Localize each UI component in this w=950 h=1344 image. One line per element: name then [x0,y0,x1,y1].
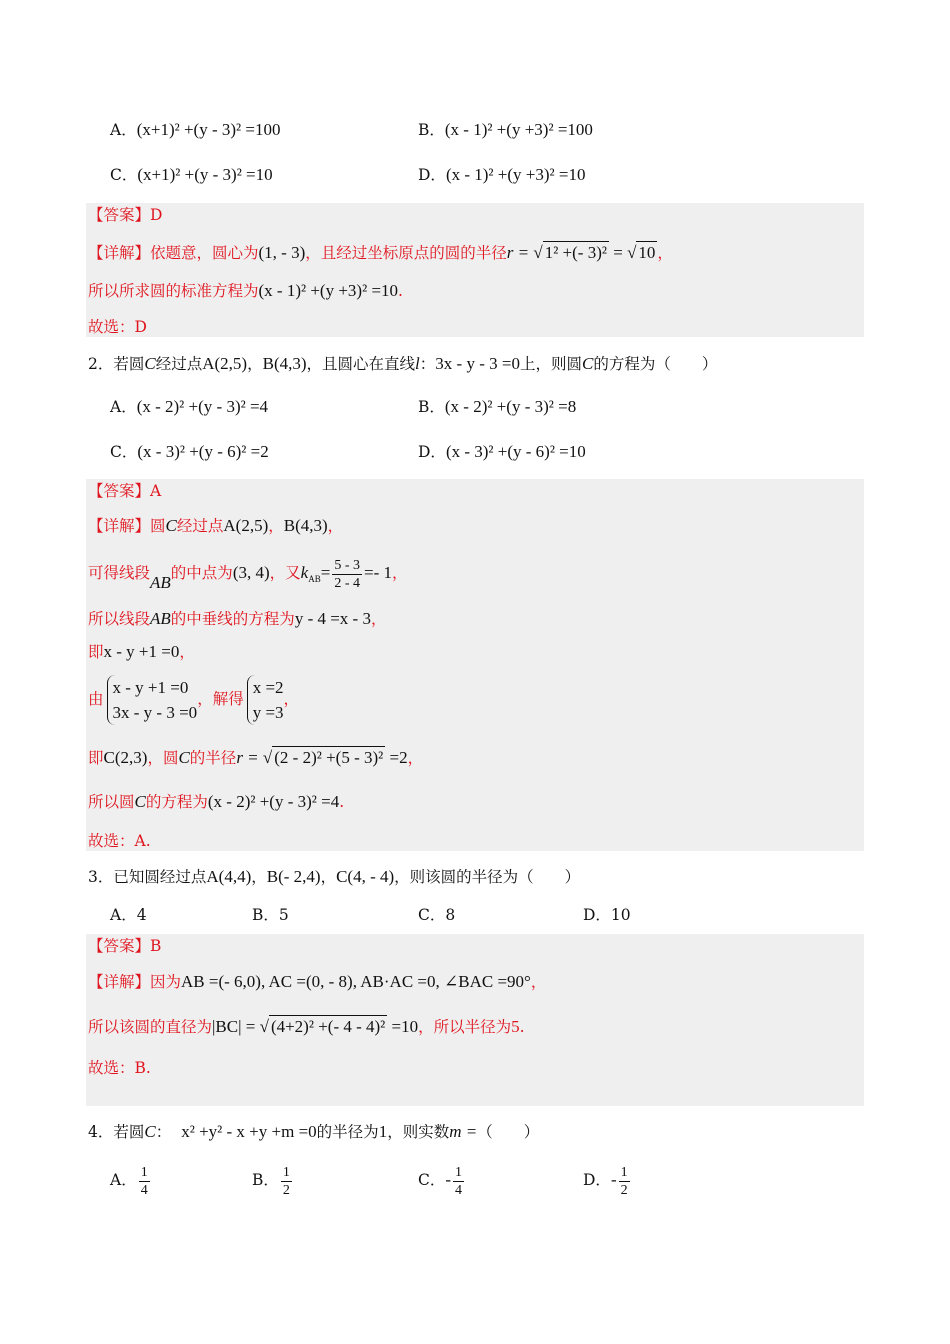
text: ，则该圆的半径为（ ） [394,868,581,886]
math: 5 [511,1017,520,1036]
option-label: B． [418,398,445,416]
q2-detail-line-5 [88,674,299,725]
q4-option-a[interactable] [110,1158,152,1202]
math: AB [150,609,171,628]
text: 所以所求圆的标准方程为 [88,282,259,300]
math: k [300,563,309,582]
text: ，则实数 [387,1123,450,1141]
q2-answer: 【答案】A [88,482,162,500]
q2-detail-line-4 [88,641,195,663]
denominator: 2 - 4 [334,575,360,591]
q2-detail-line-3 [88,608,387,630]
q1-option-c[interactable] [110,164,273,186]
math: = [613,243,623,262]
text: ，且经过坐标原点的圆的半径 [305,244,507,262]
math: C [134,792,146,811]
text: ， [391,564,408,582]
q2-detail-line-1 [88,515,343,537]
q1-detail-line-1: 【详解】依题意，圆心为(1, - 3)，且经过坐标原点的圆的半径r = √ 1² +(- 3)² = √ 10 ， [88,243,673,262]
text: 由 [88,690,104,708]
q2-option-a[interactable] [110,396,268,418]
math: (3, 4) [232,563,270,582]
option-label: D． [418,443,446,461]
text: ， [247,355,263,373]
sqrt-content: (4+2)² +(- 4 - 4)² [270,1017,386,1036]
option-label: B． [418,121,445,139]
text: 【详解】依题意，圆心为 [88,244,259,262]
math: 1 [378,1122,388,1141]
numerator: 5 - 3 [334,557,360,573]
q4-option-c[interactable] [418,1158,466,1202]
fraction [619,1164,630,1199]
text: ，且圆心在直线 [306,355,416,373]
text: 3．已知圆经过点 [88,868,207,886]
q2-conclusion: 故选：A. [88,832,151,850]
equation-system [107,675,198,725]
text: ， [407,749,424,767]
q3-conclusion: 故选：B. [88,1059,151,1077]
text: ，圆 [147,749,179,767]
equation: x - y +1 =0 [112,678,189,697]
option-math: (x - 1)² +(y +3)² =100 [444,120,593,139]
q1-option-d[interactable] [418,164,585,186]
math: y - 4 =x - 3 [294,609,371,628]
math: B(4,3) [283,516,328,535]
equation: 3x - y - 3 =0 [112,703,198,722]
q2-option-b[interactable] [418,396,576,418]
option-label: C． [418,1171,446,1189]
text: ， [179,643,195,661]
denominator: 2 [282,1182,290,1198]
text: ，所以半径为 [418,1018,512,1036]
solution-system [247,675,284,725]
option-math: (x+1)² +(y - 3)² =10 [137,165,273,184]
math: (x - 1)² +(y +3)² =10 [258,281,399,300]
q1-answer: 【答案】D [88,206,163,224]
math: C(2,3) [103,748,148,767]
text: ， [320,868,337,886]
math: l [415,354,420,373]
q3-option-c[interactable]: C．8 [418,906,456,924]
math: x - y +1 =0 [103,642,180,661]
text: 上，则圆 [519,355,582,373]
q3-detail-line-2: 所以该圆的直径为|BC| = √ (4+2)² +(- 4 - 4)² =10，所以半径为5. [88,1017,525,1036]
math: r = [506,243,530,262]
q3-detail-line-1 [88,971,546,993]
fraction [332,557,362,592]
option-label: A． [110,121,137,139]
math: = [320,563,331,582]
text: ： [155,1123,172,1141]
math: B(- 2,4) [266,867,321,886]
text: 经过点 [155,355,203,373]
text: 的方程为（ ） [593,355,718,373]
q4-option-b[interactable] [252,1158,294,1202]
text: 的中点为 [170,564,233,582]
option-label: A． [110,1171,137,1189]
option-label: C． [110,166,138,184]
sign: - [610,1170,617,1189]
text: ，又 [269,564,301,582]
option-label: C． [110,443,138,461]
q3-option-d[interactable]: D．10 [583,906,631,924]
text: ， [251,868,267,886]
text: 4．若圆 [88,1123,145,1141]
q4-stem [88,1121,539,1143]
denominator: 2 [620,1182,628,1198]
math: r = [236,748,259,767]
math: C(4, - 4) [336,867,395,886]
math: AB [308,574,321,585]
text: 的方程为 [145,793,208,811]
numerator: 1 [620,1164,628,1180]
q3-answer: 【答案】B [88,937,162,955]
text: 的中垂线的方程为 [170,610,295,628]
q2-option-d[interactable] [418,441,586,463]
text: ， [268,517,284,535]
equation: x =2 [252,678,284,697]
fraction [281,1164,292,1199]
text: 即 [88,749,104,767]
option-label: B． [252,1171,279,1189]
text: 经过点 [176,517,224,535]
q2-detail-line-6: 即C(2,3)，圆C的半径r = √ (2 - 2)² +(5 - 3)² =2， [88,748,424,767]
text: . [519,1018,525,1036]
math: |BC| = [212,1017,256,1036]
math: C [581,354,594,373]
sqrt-content: (2 - 2)² +(5 - 3)² [274,748,384,767]
math: AB =(- 6,0), AC =(0, - 8), AB·AC =0, ∠BAC =90° [181,972,531,991]
math: =2 [389,748,408,767]
text: 所以圆 [88,793,135,811]
numerator: 1 [455,1164,463,1180]
text: 【详解】圆 [88,517,166,535]
fraction [139,1164,150,1199]
numerator: 1 [140,1164,148,1180]
option-math: (x - 1)² +(y +3)² =10 [445,165,586,184]
option-label: D． [583,1171,611,1189]
option-math: (x - 3)² +(y - 6)² =10 [445,442,586,461]
q2-stem [88,353,717,375]
text: 即 [88,643,104,661]
math: x² +y² - x +y +m =0 [181,1122,317,1141]
math: =10 [391,1017,419,1036]
text: ， [530,973,547,991]
option-label: A． [110,398,137,416]
denominator: 4 [140,1182,148,1198]
denominator: 4 [455,1182,463,1198]
q3-stem [88,866,580,888]
sqrt-content: 1² +(- 3)² [544,243,607,262]
numerator: 1 [282,1164,290,1180]
text: ： [419,355,436,373]
math: A(2,5) [223,516,269,535]
math: =- 1 [363,563,392,582]
math: C [178,748,190,767]
sign: - [445,1170,452,1189]
text: ， [283,690,300,708]
text: 【详解】因为 [88,973,182,991]
q1-option-b[interactable] [418,119,593,141]
math: AB [150,573,171,592]
math: m = [449,1122,478,1141]
math: C [144,354,156,373]
text: . [398,282,403,300]
q3-option-a[interactable]: A．4 [110,906,147,924]
text: ， [327,517,344,535]
text: 的半径 [189,749,237,767]
text: 所以该圆的直径为 [88,1018,213,1036]
text: 的半径为 [316,1123,379,1141]
text: ， [370,610,387,628]
q4-option-d[interactable] [583,1158,632,1202]
option-label: D． [418,166,446,184]
q1-solution-box [86,203,864,337]
option-math: (x+1)² +(y - 3)² =100 [136,120,281,139]
text: 2．若圆 [88,355,145,373]
sqrt-content: 10 [638,243,656,262]
text: . [339,793,345,811]
q2-option-c[interactable] [110,441,269,463]
option-math: (x - 2)² +(y - 3)² =8 [444,397,577,416]
text: ， [657,244,673,262]
math: C [165,516,177,535]
option-math: (x - 3)² +(y - 6)² =2 [137,442,269,461]
q1-option-a[interactable] [110,119,280,141]
q2-detail-line-7 [88,791,344,813]
math: A(4,4) [206,867,252,886]
math: (x - 2)² +(y - 3)² =4 [207,792,340,811]
text: ，解得 [197,690,244,708]
option-math: (x - 2)² +(y - 3)² =4 [136,397,269,416]
q3-option-b[interactable]: B．5 [252,906,289,924]
q1-detail-line-2 [88,280,403,302]
math: 3x - y - 3 =0 [435,354,520,373]
math: A(2,5) [202,354,248,373]
fraction [453,1164,464,1199]
text: （ ） [477,1123,540,1141]
q2-detail-line-2 [88,553,408,599]
text: 可得线段 [88,564,151,582]
text: 所以线段 [88,610,151,628]
equation: y =3 [252,703,284,722]
math: B(4,3) [262,354,307,373]
q1-conclusion: 故选：D [88,318,147,336]
math: (1, - 3) [258,243,306,262]
math: C [144,1122,156,1141]
